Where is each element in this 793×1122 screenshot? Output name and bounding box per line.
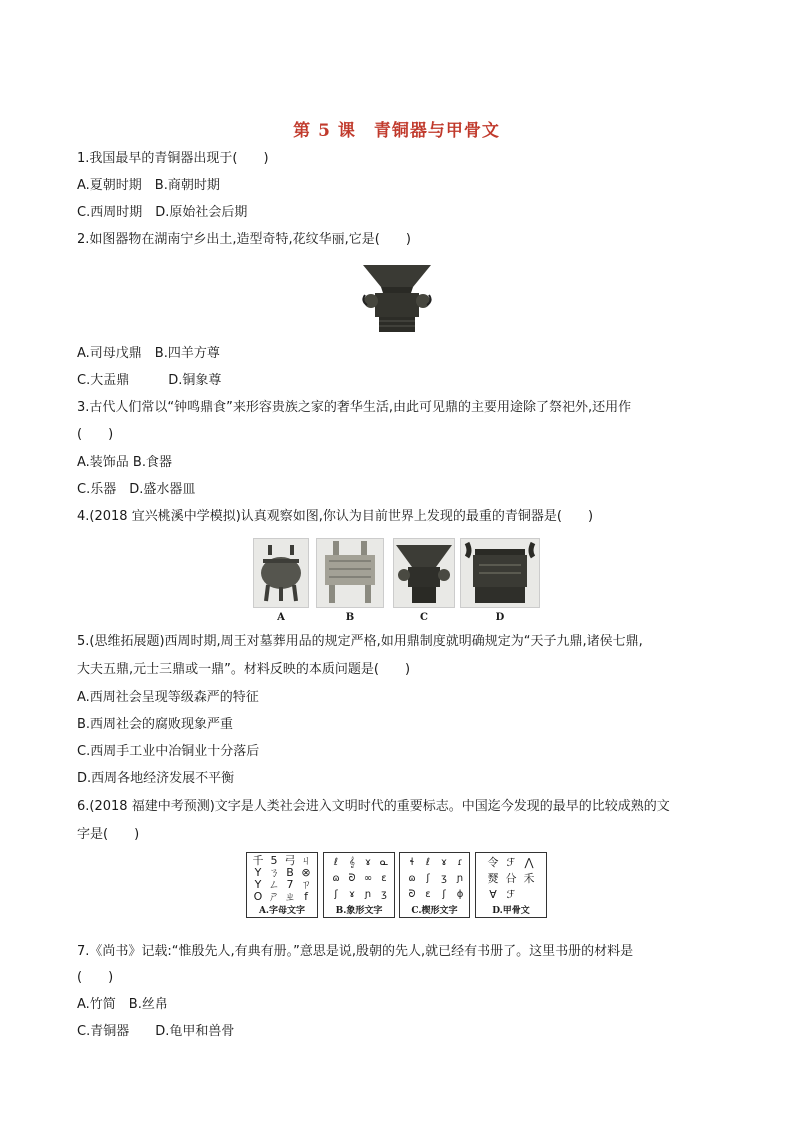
q7-stem: 7.《尚书》记载:“惟殷先人,有典有册。”意思是说,殷朝的先人,就已经有书册了。这里书册的材料是 [77,944,634,959]
script-glyph: f [304,890,308,903]
script-glyph: ɬ [409,857,415,868]
script-glyph: 禾 [523,872,535,885]
q3-options-row1: A.装饰品 B.食器 [77,455,172,470]
script-glyph: ∞ [363,873,373,884]
script-glyph: ㄐ [300,854,312,867]
script-glyph: ㄕ [268,890,280,903]
script-glyph: 7 [286,878,294,891]
script-glyph: ᘐ [348,873,356,884]
script-glyph: ℱ [506,888,516,901]
script-glyph: ɤ [349,889,355,900]
q6-stem-continued: 字是( ) [77,827,140,842]
q5-option-a: A.西周社会呈现等级森严的特征 [77,690,259,705]
q6-stem: 6.(2018 福建中考预测)文字是人类社会进入文明时代的重要标志。中国迄今发现的最早的比较成熟的文 [77,799,670,814]
script-glyph: ɲ [364,889,372,900]
script-glyph: 弓 [284,854,296,867]
script-glyph: B [286,866,294,879]
script-caption-b: B.象形文字 [335,906,383,916]
script-panel-d [475,852,547,918]
cuneiform-glyph-grid [404,855,468,903]
q7-stem-continued: ( ) [77,970,114,985]
script-panel-a [246,852,318,918]
script-glyph: ʒ [381,889,387,900]
q1-stem: 1.我国最早的青铜器出现于( ) [77,151,269,166]
script-glyph: Y [254,878,262,891]
script-glyph: 㕣 [505,872,517,885]
script-glyph: ɛ [425,889,431,900]
q2-options-row1: A.司母戊鼎 B.四羊方尊 [77,346,220,361]
script-glyph: ɤ [441,857,447,868]
script-glyph: 𝄞 [349,857,355,868]
script-panel-c [399,852,470,918]
script-glyph: ⊗ [301,866,311,879]
q5-option-c: C.西周手工业中冶铜业十分落后 [77,744,260,759]
script-glyph: Y [254,866,262,879]
q3-stem: 3.古代人们常以“钟鸣鼎食”来形容贵族之家的奢华生活,由此可见鼎的主要用途除了祭祀外,还用作 [77,400,632,415]
vessel-b-caption: B [345,612,355,623]
script-glyph: ɾ [457,857,463,868]
script-glyph: 令 [487,856,499,869]
q1-options-row1: A.夏朝时期 B.商朝时期 [77,178,220,193]
q7-options-row2: C.青铜器 D.龟甲和兽骨 [77,1024,235,1039]
script-glyph: ɛ [381,873,387,884]
vessel-d-caption: D [495,612,505,623]
pictograph-glyph-grid [328,855,392,903]
vessel-a-caption: A [277,612,285,623]
script-glyph: ℓ [425,857,431,868]
page-title: 第 5 课 青铜器与甲骨文 [293,121,500,141]
script-glyph: 燹 [487,872,499,885]
vessel-c-caption: C [420,612,428,623]
vessel-a-image [253,538,309,608]
script-glyph: ㄗ [300,878,312,891]
four-ram-zun-image [361,261,433,334]
script-glyph: ɸ [456,889,464,900]
script-glyph: Ɐ [489,888,497,901]
script-glyph: 千 [252,854,264,867]
q2-stem: 2.如图器物在湖南宁乡出土,造型奇特,花纹华丽,它是( ) [77,232,411,247]
script-glyph: ℱ [506,856,516,869]
q5-option-d: D.西周各地经济发展不平衡 [77,771,235,786]
script-glyph: ㄓ [284,890,296,903]
script-caption-d: D.甲骨文 [492,906,530,916]
script-glyph: ᓇ [379,857,389,868]
script-glyph: ㄋ [268,866,280,879]
script-glyph: ʃ [334,889,338,900]
script-glyph: ʃ [426,873,430,884]
q7-options-row1: A.竹简 B.丝帛 [77,997,168,1012]
q3-stem-continued: ( ) [77,427,114,442]
script-glyph: O [253,890,263,903]
vessel-b-image [316,538,384,608]
q5-option-b: B.西周社会的腐败现象严重 [77,717,234,732]
script-glyph: ㄥ [268,878,280,891]
script-glyph: ᘐ [408,889,416,900]
script-glyph: ɤ [365,857,371,868]
script-glyph: ℓ [333,857,339,868]
vessel-d-image [460,538,540,608]
q2-options-row2: C.大盂鼎 D.铜象尊 [77,373,222,388]
q4-stem: 4.(2018 宜兴桃溪中学模拟)认真观察如图,你认为目前世界上发现的最重的青铜器是( ) [77,509,594,524]
script-glyph: ʒ [441,873,447,884]
script-glyph: ɲ [456,873,464,884]
script-glyph: ⋀ [524,856,534,869]
script-caption-a: A.字母文字 [258,906,306,916]
script-glyph: 5 [270,854,278,867]
vessel-c-image [393,538,455,608]
script-caption-c: C.楔形文字 [411,906,458,916]
script-glyph: ɷ [408,873,416,884]
script-glyph: ʃ [442,889,446,900]
q5-stem-continued: 大夫五鼎,元士三鼎或一鼎”。材料反映的本质问题是( ) [77,662,411,677]
q5-stem: 5.(思维拓展题)西周时期,周王对墓葬用品的规定严格,如用鼎制度就明确规定为“天子九鼎,诸侯七鼎, [77,634,643,649]
q3-options-row2: C.乐器 D.盛水器皿 [77,482,196,497]
alphabet-glyph-grid [250,855,316,903]
script-glyph: ɷ [332,873,340,884]
script-panel-b [323,852,395,918]
oracle-bone-glyph-grid [484,855,544,903]
q1-options-row2: C.西周时期 D.原始社会后期 [77,205,248,220]
